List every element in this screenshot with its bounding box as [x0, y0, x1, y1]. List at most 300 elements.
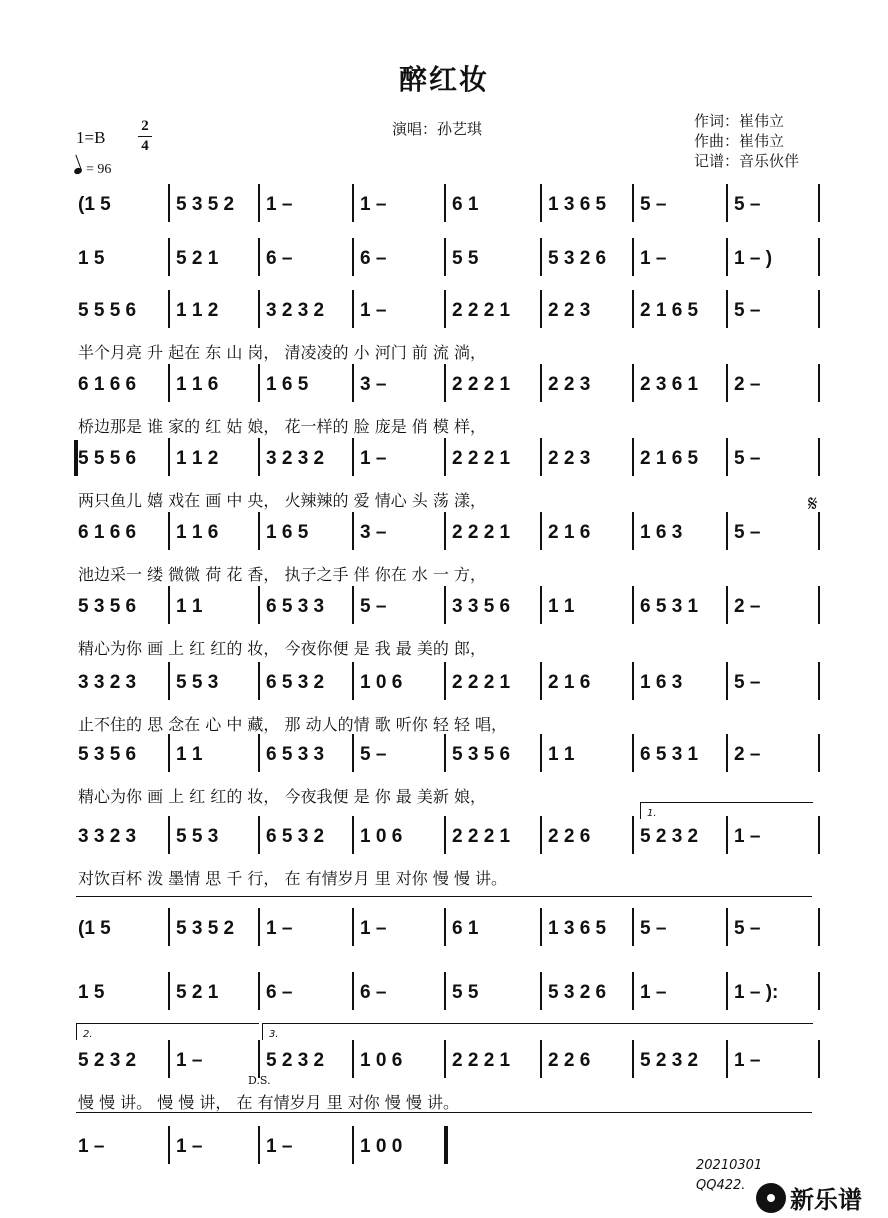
- measure-notes: 1 –: [360, 918, 387, 939]
- barline: [726, 184, 728, 222]
- measure-notes: 1 0 6: [360, 672, 403, 693]
- measure: [452, 740, 534, 770]
- measure-notes: 5 –: [360, 744, 387, 765]
- barline: [168, 438, 170, 476]
- notes-row: [0, 518, 888, 548]
- measure: [548, 978, 626, 1008]
- segno-mark: 𝄋: [808, 492, 818, 517]
- lyrics-row: [0, 1090, 888, 1112]
- barline: [444, 290, 446, 328]
- measure: [360, 1046, 438, 1076]
- barline: [818, 364, 820, 402]
- measure: [78, 822, 162, 852]
- measure-notes: 3 –: [360, 522, 387, 543]
- barline: [352, 586, 354, 624]
- measure-notes: 5 2 3 2: [640, 1050, 699, 1071]
- measure: [176, 190, 252, 220]
- barline: [818, 290, 820, 328]
- measure: [266, 592, 346, 622]
- volta-bracket-1: [640, 802, 813, 819]
- barline: [632, 972, 634, 1010]
- time-top: 2: [141, 118, 149, 134]
- barline: [168, 1040, 170, 1078]
- barline: [540, 586, 542, 624]
- measure-notes: 1 1 2: [176, 300, 219, 321]
- measure: [176, 296, 252, 326]
- barline: [168, 184, 170, 222]
- measure-notes: 6 5 3 1: [640, 596, 699, 617]
- measure-notes: 2 2 2 1: [452, 1050, 511, 1071]
- barline: [632, 586, 634, 624]
- barline: [632, 512, 634, 550]
- composer-credit: 作曲：崔伟立: [694, 132, 785, 150]
- measure-notes: 5 –: [360, 596, 387, 617]
- measure-notes: 1 –: [640, 248, 667, 269]
- barline: [352, 1126, 354, 1164]
- singer-credit: 演唱：孙艺琪: [392, 120, 483, 138]
- measure: [78, 668, 162, 698]
- measure: [548, 296, 626, 326]
- measure: [176, 1132, 252, 1162]
- measure-notes: 1 5: [78, 248, 105, 269]
- measure-notes: 2 2 2 1: [452, 374, 511, 395]
- measure: [640, 1046, 720, 1076]
- measure-notes: 5 5: [452, 248, 479, 269]
- measure-notes: 5 2 1: [176, 982, 219, 1003]
- barline: [540, 290, 542, 328]
- measure: [360, 740, 438, 770]
- measure: [78, 978, 162, 1008]
- measure: [176, 978, 252, 1008]
- measure-notes: 2 1 6 5: [640, 300, 699, 321]
- barline: [352, 1040, 354, 1078]
- measure-notes: 1 5: [78, 982, 105, 1003]
- measure: [734, 370, 812, 400]
- barline: [168, 290, 170, 328]
- measure: [734, 668, 812, 698]
- lyrics-row: [0, 866, 888, 888]
- measure-notes: 2 –: [734, 374, 761, 395]
- repeat-start-barline: [74, 440, 78, 476]
- notes-row: [0, 668, 888, 698]
- measure-notes: 2 2 2 1: [452, 522, 511, 543]
- measure: [548, 592, 626, 622]
- barline: [726, 364, 728, 402]
- barline: [444, 662, 446, 700]
- measure: [266, 190, 346, 220]
- measure: [176, 592, 252, 622]
- barline: [540, 184, 542, 222]
- barline: [168, 816, 170, 854]
- barline: [258, 238, 260, 276]
- measure-notes: 1 3 6 5: [548, 918, 607, 939]
- measure-notes: 2 1 6 5: [640, 448, 699, 469]
- measure-notes: 2 2 6: [548, 826, 591, 847]
- measure-notes: 1 –: [266, 194, 293, 215]
- record-disc-icon: [756, 1183, 786, 1213]
- measure-notes: 3 2 3 2: [266, 448, 325, 469]
- barline: [444, 586, 446, 624]
- measure-notes: 2 1 6: [548, 672, 591, 693]
- barline: [726, 438, 728, 476]
- measure: [266, 1132, 346, 1162]
- volta-3-label: 3.: [269, 1029, 279, 1040]
- barline: [352, 816, 354, 854]
- measure-notes: 2 –: [734, 596, 761, 617]
- measure-notes: 1 6 5: [266, 374, 309, 395]
- lyrics-text: 半个月亮 升 起在 东 山 岗， 清凌凌的 小 河门 前 流 淌，: [78, 343, 486, 362]
- barline: [258, 512, 260, 550]
- measure: [176, 914, 252, 944]
- measure: [548, 190, 626, 220]
- measure-notes: 1 –: [266, 1136, 293, 1157]
- measure: [640, 296, 720, 326]
- section-separator: [76, 896, 812, 897]
- time-signature: [138, 118, 152, 155]
- lyrics-row: [0, 562, 888, 584]
- measure-notes: 6 –: [266, 248, 293, 269]
- measure: [640, 914, 720, 944]
- measure-notes: 5 5 3: [176, 672, 219, 693]
- measure-notes: 2 1 6: [548, 522, 591, 543]
- measure: [734, 592, 812, 622]
- measure-notes: 1 –: [176, 1050, 203, 1071]
- measure-notes: 6 1 6 6: [78, 522, 137, 543]
- barline: [258, 662, 260, 700]
- measure-notes: 1 1 6: [176, 374, 219, 395]
- measure-notes: 3 –: [360, 374, 387, 395]
- measure-notes: 5 2 3 2: [78, 1050, 137, 1071]
- volta-1-label: 1.: [647, 808, 657, 819]
- measure: [640, 518, 720, 548]
- barline: [258, 364, 260, 402]
- measure: [78, 444, 162, 474]
- barline: [444, 1040, 446, 1078]
- measure-notes: 6 5 3 2: [266, 672, 325, 693]
- barline: [258, 1040, 260, 1078]
- measure: [640, 740, 720, 770]
- barline: [632, 364, 634, 402]
- notes-row: [0, 444, 888, 474]
- barline: [540, 438, 542, 476]
- measure: [176, 244, 252, 274]
- measure-notes: 5 3 5 2: [176, 194, 235, 215]
- ds-mark: D.S.: [248, 1074, 271, 1087]
- lyrics-text: 精心为你 画 上 红 红的 妆， 今夜我便 是 你 最 美新 娘，: [78, 787, 486, 806]
- measure-notes: 1 3 6 5: [548, 194, 607, 215]
- measure-notes: 5 3 5 6: [78, 596, 137, 617]
- barline: [444, 438, 446, 476]
- barline: [818, 512, 820, 550]
- lyrics-row: [0, 636, 888, 658]
- measure: [78, 370, 162, 400]
- measure-notes: 3 2 3 2: [266, 300, 325, 321]
- barline: [632, 816, 634, 854]
- barline: [632, 438, 634, 476]
- measure: [266, 370, 346, 400]
- qq-stamp: QQ422.: [696, 1178, 746, 1193]
- measure: [548, 370, 626, 400]
- measure-notes: 5 3 2 6: [548, 982, 607, 1003]
- lyrics-row: [0, 414, 888, 436]
- barline: [540, 364, 542, 402]
- barline: [632, 662, 634, 700]
- measure-notes: 6 5 3 2: [266, 826, 325, 847]
- measure-notes: 1 –: [176, 1136, 203, 1157]
- measure: [548, 914, 626, 944]
- measure-notes: 1 –: [734, 826, 761, 847]
- measure-notes: 5 –: [640, 194, 667, 215]
- measure-notes: 1 0 0: [360, 1136, 403, 1157]
- brand-name: 新乐谱: [790, 1186, 862, 1214]
- measure-notes: 2 2 3: [548, 300, 591, 321]
- barline: [540, 662, 542, 700]
- measure: [266, 1046, 346, 1076]
- barline: [818, 238, 820, 276]
- barline: [540, 908, 542, 946]
- measure: [640, 244, 720, 274]
- measure-notes: 5 –: [734, 918, 761, 939]
- measure-notes: 1 0 6: [360, 1050, 403, 1071]
- measure-notes: 1 – ): [734, 248, 773, 269]
- measure-notes: 1 1: [548, 596, 575, 617]
- barline: [258, 1126, 260, 1164]
- measure-notes: 1 0 6: [360, 826, 403, 847]
- measure: [266, 244, 346, 274]
- measure-notes: 6 5 3 1: [640, 744, 699, 765]
- measure-notes: 5 2 3 2: [266, 1050, 325, 1071]
- notes-row: [0, 296, 888, 326]
- barline: [444, 972, 446, 1010]
- volta-bracket-3: [262, 1023, 813, 1040]
- lyrics-text: 池边采一 缕 微微 荷 花 香， 执子之手 伴 你在 水 一 方，: [78, 565, 486, 584]
- lyrics-text: 对饮百杯 泼 墨情 思 千 行， 在 有情岁月 里 对你 慢 慢 讲。: [78, 869, 508, 888]
- song-title: 醉红妆: [398, 63, 489, 96]
- measure: [452, 668, 534, 698]
- measure-notes: (1 5: [78, 194, 111, 215]
- measure: [452, 190, 534, 220]
- measure: [266, 518, 346, 548]
- barline: [258, 816, 260, 854]
- measure: [548, 822, 626, 852]
- measure: [78, 740, 162, 770]
- barline: [168, 908, 170, 946]
- barline: [352, 734, 354, 772]
- measure: [548, 1046, 626, 1076]
- measure-notes: 1 1: [176, 744, 203, 765]
- measure-notes: 2 3 6 1: [640, 374, 699, 395]
- measure-notes: 1 1 2: [176, 448, 219, 469]
- barline: [168, 734, 170, 772]
- measure: [360, 822, 438, 852]
- measure: [176, 444, 252, 474]
- measure: [176, 822, 252, 852]
- barline: [818, 816, 820, 854]
- barline: [444, 908, 446, 946]
- measure-notes: 2 2 2 1: [452, 672, 511, 693]
- measure: [176, 740, 252, 770]
- barline: [258, 290, 260, 328]
- barline: [540, 816, 542, 854]
- key-signature: 1=B: [76, 128, 106, 147]
- barline: [444, 364, 446, 402]
- volta-bracket-2: [76, 1023, 259, 1040]
- measure-notes: 2 –: [734, 744, 761, 765]
- measure: [548, 668, 626, 698]
- measure: [266, 444, 346, 474]
- final-barline: [444, 1126, 448, 1164]
- measure: [640, 592, 720, 622]
- barline: [726, 908, 728, 946]
- barline: [818, 184, 820, 222]
- measure-notes: 5 –: [734, 448, 761, 469]
- barline: [726, 662, 728, 700]
- measure-notes: 5 3 5 2: [176, 918, 235, 939]
- measure-notes: 5 –: [734, 522, 761, 543]
- notes-row: [0, 740, 888, 770]
- measure-notes: 2 2 6: [548, 1050, 591, 1071]
- barline: [258, 908, 260, 946]
- barline: [632, 908, 634, 946]
- barline: [258, 586, 260, 624]
- measure: [360, 518, 438, 548]
- measure-notes: 2 2 2 1: [452, 300, 511, 321]
- measure-notes: 3 3 2 3: [78, 672, 137, 693]
- tempo-mark: [74, 162, 111, 178]
- measure: [360, 244, 438, 274]
- notes-row: [0, 1046, 888, 1076]
- measure: [734, 518, 812, 548]
- lyrics-row: [0, 340, 888, 362]
- barline: [818, 1040, 820, 1078]
- measure: [78, 244, 162, 274]
- lyrics-text: 慢 慢 讲。 慢 慢 讲， 在 有情岁月 里 对你 慢 慢 讲。: [78, 1093, 460, 1112]
- barline: [444, 816, 446, 854]
- measure: [78, 190, 162, 220]
- measure-notes: 6 1: [452, 918, 479, 939]
- measure-notes: 1 – ):: [734, 982, 779, 1003]
- measure: [78, 914, 162, 944]
- barline: [540, 972, 542, 1010]
- barline: [168, 364, 170, 402]
- notes-row: [0, 978, 888, 1008]
- measure-notes: 1 1 6: [176, 522, 219, 543]
- measure: [452, 914, 534, 944]
- measure: [734, 822, 812, 852]
- measure-notes: 5 2 1: [176, 248, 219, 269]
- measure-notes: 6 5 3 3: [266, 744, 325, 765]
- measure: [452, 978, 534, 1008]
- barline: [444, 512, 446, 550]
- barline: [818, 438, 820, 476]
- measure-notes: 1 1: [176, 596, 203, 617]
- barline: [726, 734, 728, 772]
- measure-notes: 2 2 2 1: [452, 448, 511, 469]
- measure-notes: 1 –: [360, 300, 387, 321]
- measure: [548, 444, 626, 474]
- measure-notes: 5 5 5 6: [78, 300, 137, 321]
- measure-notes: 1 1: [548, 744, 575, 765]
- measure: [734, 190, 812, 220]
- measure: [266, 668, 346, 698]
- date-stamp: 20210301: [696, 1158, 763, 1173]
- measure-notes: 1 –: [360, 448, 387, 469]
- measure-notes: 5 –: [734, 300, 761, 321]
- barline: [352, 364, 354, 402]
- measure-notes: 1 6 3: [640, 522, 683, 543]
- barline: [258, 184, 260, 222]
- lyrics-text: 桥边那是 谁 家的 红 姑 娘， 花一样的 脸 庞是 俏 模 样，: [78, 417, 486, 436]
- volta-2-label: 2.: [83, 1029, 93, 1040]
- time-bottom: 4: [141, 138, 149, 154]
- barline: [352, 238, 354, 276]
- measure: [360, 978, 438, 1008]
- barline: [168, 238, 170, 276]
- barline: [168, 972, 170, 1010]
- measure: [452, 244, 534, 274]
- measure-notes: 5 5: [452, 982, 479, 1003]
- measure: [452, 296, 534, 326]
- measure: [640, 370, 720, 400]
- measure-notes: 2 2 3: [548, 448, 591, 469]
- measure: [734, 1046, 812, 1076]
- barline: [540, 1040, 542, 1078]
- barline: [726, 238, 728, 276]
- barline: [540, 734, 542, 772]
- measure: [548, 244, 626, 274]
- barline: [444, 734, 446, 772]
- barline: [632, 734, 634, 772]
- measure-notes: 5 5 5 6: [78, 448, 137, 469]
- lyrics-text: 精心为你 画 上 红 红的 妆， 今夜你便 是 我 最 美的 郎，: [78, 639, 486, 658]
- notes-row: [0, 244, 888, 274]
- barline: [726, 972, 728, 1010]
- measure-notes: 6 –: [360, 248, 387, 269]
- measure: [176, 518, 252, 548]
- section-separator: [76, 1112, 812, 1113]
- measure-notes: 5 –: [734, 194, 761, 215]
- barline: [540, 512, 542, 550]
- notes-row: [0, 822, 888, 852]
- measure: [734, 244, 812, 274]
- measure-notes: 1 –: [266, 918, 293, 939]
- measure-notes: 6 1 6 6: [78, 374, 137, 395]
- barline: [726, 816, 728, 854]
- barline: [352, 908, 354, 946]
- barline: [352, 512, 354, 550]
- measure: [640, 822, 720, 852]
- tempo-value: = 96: [86, 162, 112, 177]
- measure: [452, 370, 534, 400]
- barline: [352, 184, 354, 222]
- measure: [266, 296, 346, 326]
- measure-notes: 1 –: [734, 1050, 761, 1071]
- measure-notes: 1 –: [360, 194, 387, 215]
- measure: [360, 668, 438, 698]
- measure: [266, 740, 346, 770]
- barline: [818, 586, 820, 624]
- barline: [444, 238, 446, 276]
- barline: [632, 184, 634, 222]
- barline: [168, 586, 170, 624]
- measure: [176, 1046, 252, 1076]
- measure-notes: 6 –: [360, 982, 387, 1003]
- barline: [352, 662, 354, 700]
- measure-notes: 1 –: [640, 982, 667, 1003]
- measure-notes: 6 –: [266, 982, 293, 1003]
- measure-notes: 5 2 3 2: [640, 826, 699, 847]
- barline: [352, 438, 354, 476]
